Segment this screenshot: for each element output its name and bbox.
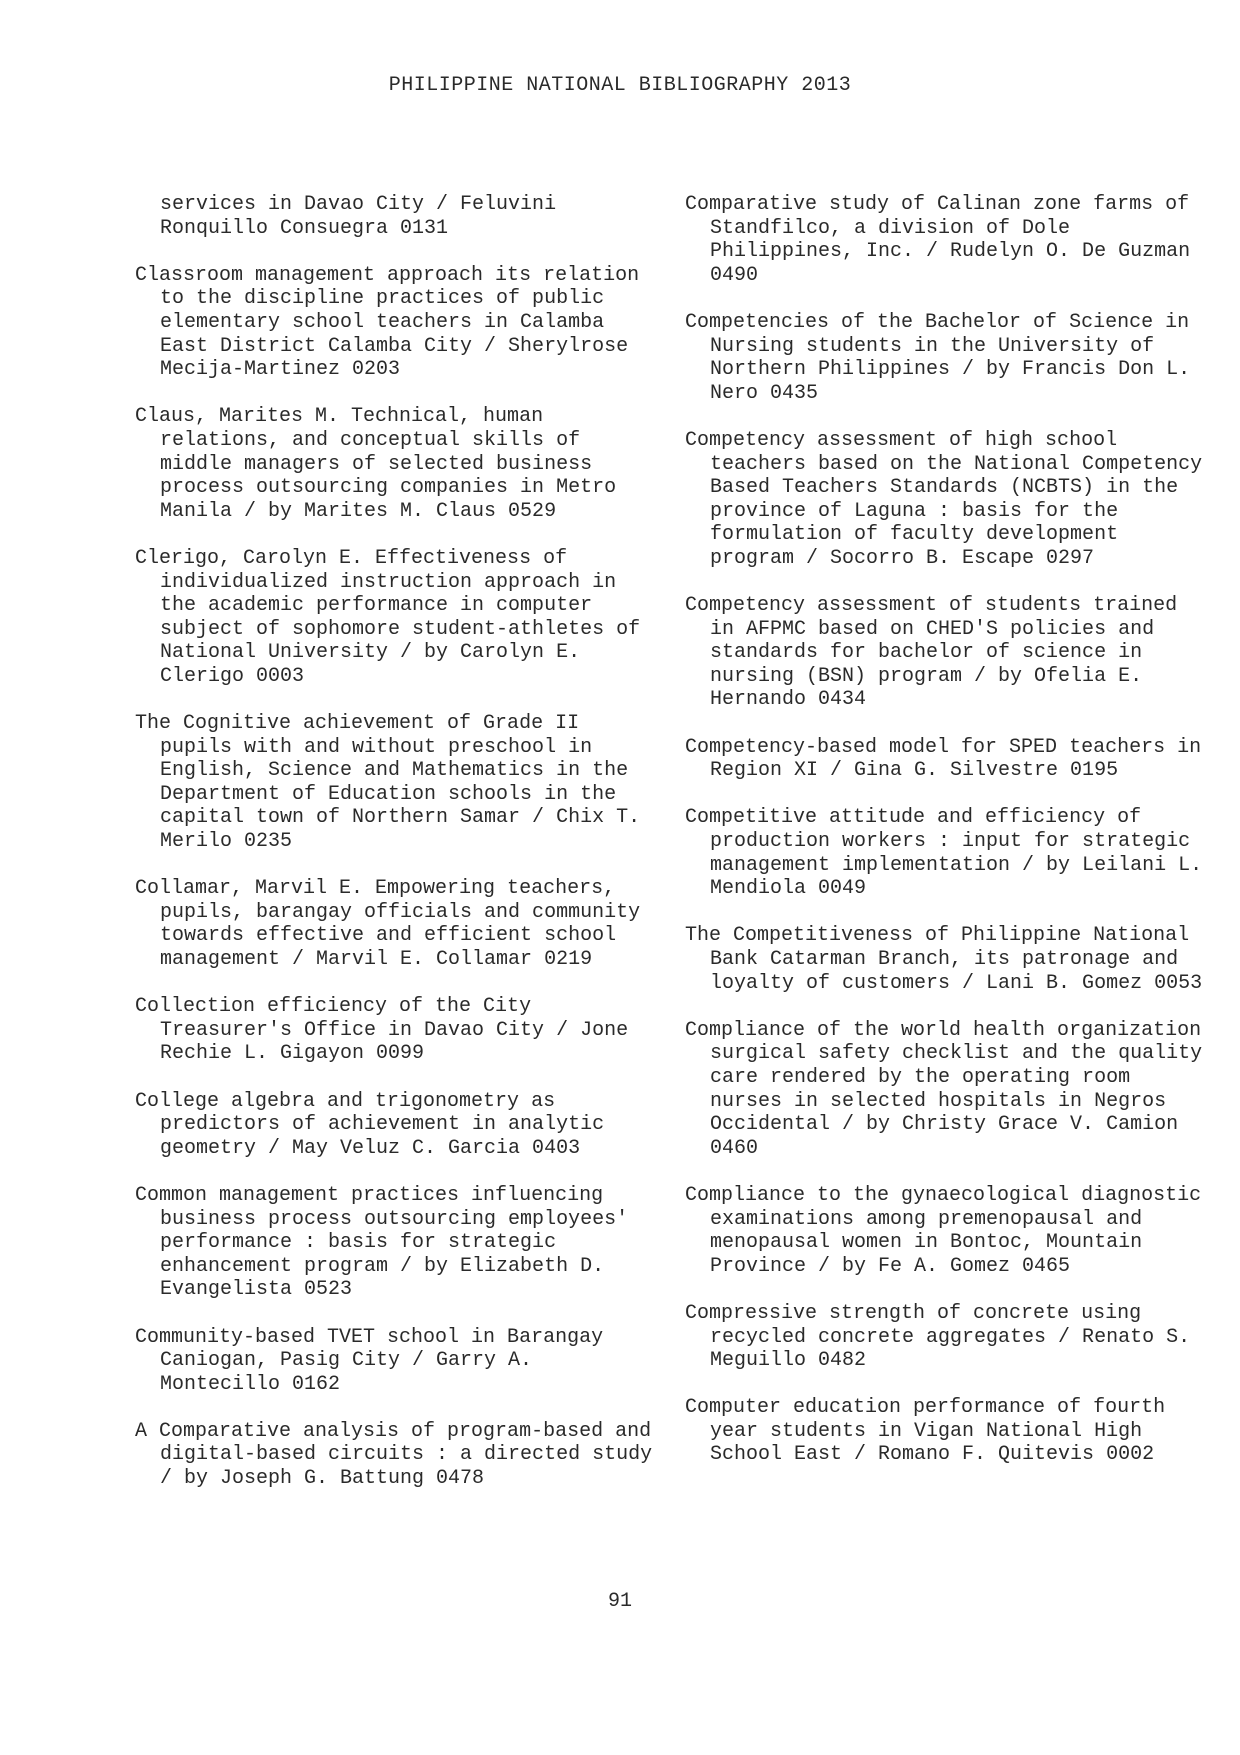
bibliography-entry: Common management practices influencing business process outsourcing employees' performance : basis for strategic enhancement program / by Elizabeth D. Evangelista 0523: [135, 1183, 629, 1302]
bibliography-entry: Classroom management approach its relation to the discipline practices of public elementary school teachers in Calamba East District Calamba City / Sherylrose Mecija-Martinez 0203: [135, 263, 640, 382]
bibliography-entry: Comparative study of Calinan zone farms of Standfilco, a division of Dole Philippines, Inc. / Rudelyn O. De Guzman 0490: [685, 193, 1191, 287]
bibliography-entry: Collamar, Marvil E. Empowering teachers, pupils, barangay officials and community towards effective and efficient school management / Marvil E. Collamar 0219: [135, 877, 641, 971]
bibliography-entry: Competencies of the Bachelor of Science in Nursing students in the University of Northern Philippines / by Francis Don L. Nero 0435: [685, 310, 1191, 405]
bibliography-entry: A Comparative analysis of program-based and digital-based circuits : a directed study / by Joseph G. Battung 0478: [135, 1419, 653, 1491]
bibliography-entry: Compressive strength of concrete using recycled concrete aggregates / Renato S. Meguillo 0482: [685, 1301, 1191, 1373]
bibliography-entry: Community-based TVET school in Barangay Caniogan, Pasig City / Garry A. Montecillo 0162: [135, 1325, 604, 1396]
bibliography-entry: Competency assessment of students trained in AFPMC based on CHED'S policies and standards for bachelor of science in nursing (BSN) program / by Ofelia E. Hernando 0434: [685, 594, 1178, 712]
left-column: [135, 193, 655, 1514]
bibliography-entry: College algebra and trigonometry as predictors of achievement in analytic geometry / May Veluz C. Garcia 0403: [135, 1089, 605, 1160]
bibliography-entry: Compliance of the world health organization surgical safety checklist and the quality care rendered by the operating room nurses in selected hospitals in Negros Occidental / by Christy Grace V. Camion 0460: [685, 1018, 1203, 1160]
bibliography-entry: The Competitiveness of Philippine National Bank Catarman Branch, its patronage and loyalty of customers / Lani B. Gomez 0053: [685, 924, 1203, 995]
right-column: [685, 193, 1205, 1491]
bibliography-entry: services in Davao City / Feluvini Ronquillo Consuegra 0131: [160, 193, 557, 240]
bibliography-entry: Competency-based model for SPED teachers in Region XI / Gina G. Silvestre 0195: [685, 735, 1202, 783]
page-number: 91: [607, 1590, 632, 1613]
bibliography-entry: Competency assessment of high school teachers based on the National Competency Based Teachers Standards (NCBTS) in the province of Laguna : basis for the formulation of faculty development program / Socorro B. Escape 0297: [685, 428, 1203, 570]
bibliography-entry: Compliance to the gynaecological diagnostic examinations among premenopausal and menopausal women in Bontoc, Mountain Province / by Fe A. Gomez 0465: [685, 1183, 1202, 1278]
bibliography-entry: Computer education performance of fourth year students in Vigan National High School East / Romano F. Quitevis 0002: [685, 1396, 1166, 1467]
bibliography-entry: Competitive attitude and efficiency of production workers : input for strategic management implementation / by Leilani L. Mendiola 0049: [685, 806, 1203, 901]
running-header: PHILIPPINE NATIONAL BIBLIOGRAPHY 2013: [388, 74, 852, 97]
bibliography-entry: The Cognitive achievement of Grade II pupils with and without preschool in English, Science and Mathematics in the Department of Education schools in the capital town of Northern Samar / Chix T. Merilo 0235: [135, 712, 641, 854]
bibliography-entry: Claus, Marites M. Technical, human relations, and conceptual skills of middle managers of selected business process outsourcing companies in Metro Manila / by Marites M. Claus 0529: [135, 405, 617, 523]
bibliography-entry: Clerigo, Carolyn E. Effectiveness of individualized instruction approach in the academic performance in computer subject of sophomore student-athletes of National University / by Carolyn E. Clerigo 0003: [135, 546, 641, 688]
bibliography-entry: Collection efficiency of the City Treasurer's Office in Davao City / Jone Rechie L. Gigayon 0099: [135, 995, 629, 1066]
